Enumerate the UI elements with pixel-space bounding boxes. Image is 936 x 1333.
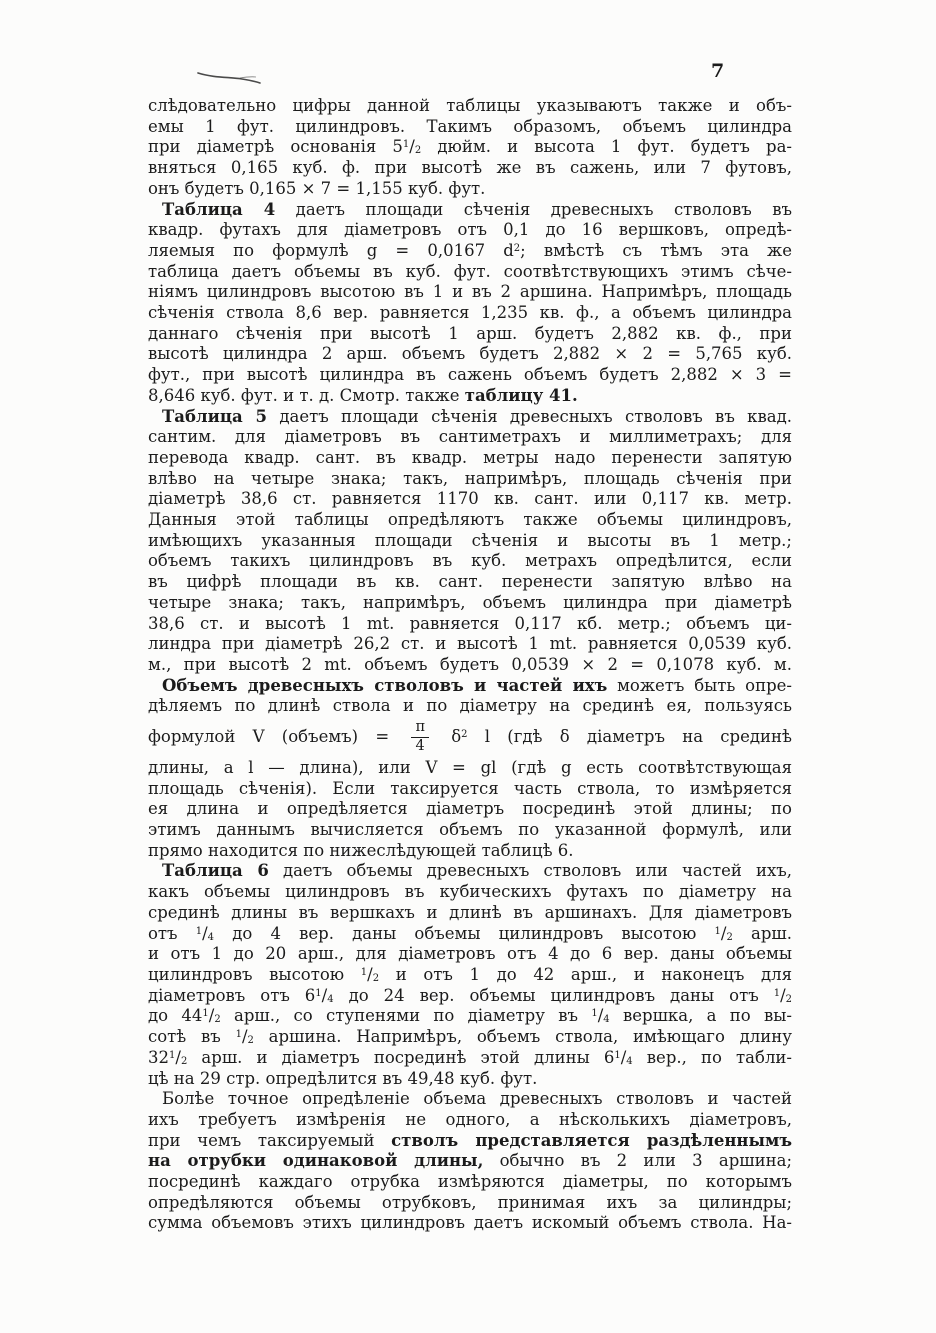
text-line: м., при высотѣ 2 mt. объемъ будетъ 0,0539 × 2 = 0,1078 куб. м. xyxy=(148,654,792,674)
text-line: посрединѣ каждаго отрубка измѣряются діаметры, по которымъ xyxy=(148,1172,792,1192)
text-line: сумма объемовъ этихъ цилиндровъ даетъ искомый объемъ ствола. На- xyxy=(148,1213,792,1233)
inline-fraction: $^1/_4$ xyxy=(591,1006,610,1026)
paragraph xyxy=(148,861,792,1089)
text-line: при діаметрѣ основанія $5^1/_2$ дюйм. и высота 1 фут. будетъ ра- xyxy=(148,137,792,157)
inline-fraction: $^1/_2$ xyxy=(714,923,733,943)
text-line: онъ будетъ 0,165 × 7 = 1,155 куб. фут. xyxy=(148,178,486,198)
inline-fraction: $^1/_2$ xyxy=(402,137,422,157)
text-line: цѣ на 29 стр. опредѣлится въ 49,48 куб. фут. xyxy=(148,1068,538,1088)
text-line: ніямъ цилиндровъ высотою въ 1 и въ 2 аршина. Напримѣръ, площадь xyxy=(148,282,792,302)
text-line: и отъ 1 до 20 арш., для діаметровъ отъ 4 до 6 вер. даны объемы xyxy=(148,944,792,964)
text-line: площадь сѣченія). Если таксируется часть ствола, то измѣряется xyxy=(148,778,792,798)
inline-fraction: $^1/_2$ xyxy=(360,965,380,984)
text-line: ихъ требуетъ измѣренія не одного, а нѣсколькихъ діаметровъ, xyxy=(148,1109,792,1129)
text-line: 38,6 ст. и высотѣ 1 mt. равняется 0,117 кб. метр.; объемъ ци- xyxy=(148,613,792,633)
text-line: отъ $^1/_4$ до 4 вер. даны объемы цилиндровъ высотою $^1/_2$ арш. xyxy=(148,923,792,943)
inline-fraction: $^1/_4$ xyxy=(195,923,215,943)
bold-text: Таблица 4 xyxy=(162,199,276,219)
text-block xyxy=(148,96,792,1234)
text-line: ляемыя по формулѣ g = 0,0167 $d^2$; вмѣстѣ съ тѣмъ эта же xyxy=(148,240,792,260)
text-line: влѣво на четыре знака; такъ, напримѣръ, площадь сѣченія при xyxy=(148,468,792,488)
text-line: таблица даетъ объемы въ куб. фут. соотвѣтствующихъ этимъ сѣче- xyxy=(148,261,792,281)
text-line: перевода квадр. сант. въ квадр. метры надо перенести запятую xyxy=(148,447,792,467)
text-line: діаметрѣ 38,6 ст. равняется 1170 кв. сант. или 0,117 кв. метр. xyxy=(148,489,792,509)
superscript: 2 xyxy=(513,242,521,254)
text-line: Данныя этой таблицы опредѣляютъ также объемы цилиндровъ, xyxy=(148,510,792,530)
text-line: ея длина и опредѣляется діаметръ посрединѣ этой длины; по xyxy=(148,799,792,819)
text-line: сѣченія ствола 8,6 вер. равняется 1,235 кв. ф., а объемъ цилиндра xyxy=(148,303,792,323)
text-line: въ цифрѣ площади въ кв. сант. перенести запятую влѣво на xyxy=(148,572,792,592)
text-line: какъ объемы цилиндровъ въ кубическихъ футахъ по діаметру на xyxy=(148,882,792,902)
inline-fraction: $^1/_2$ xyxy=(169,1047,188,1067)
text-line: квадр. футахъ для діаметровъ отъ 0,1 до 16 вершковъ, опредѣ- xyxy=(148,220,792,240)
text-line: сантим. для діаметровъ въ сантиметрахъ и миллиметрахъ; для xyxy=(148,427,792,447)
text-line: Болѣе точное опредѣленіе объема древесныхъ стволовъ и частей xyxy=(162,1089,792,1109)
paragraph xyxy=(148,1089,792,1234)
text-line: даннаго сѣченія при высотѣ 1 арш. будетъ 2,882 кв. ф., при xyxy=(148,323,792,343)
stacked-fraction: $\frac{\pi}{4}$ xyxy=(411,720,429,755)
paragraph xyxy=(148,96,792,200)
text-line: цилиндровъ высотою $^1/_2$ и отъ 1 до 42 арш., и наконецъ для xyxy=(148,965,792,984)
inline-fraction: $^1/_4$ xyxy=(614,1047,633,1067)
text-line: при чемъ таксируемый стволъ представляется раздѣленнымъ xyxy=(148,1130,793,1150)
text-line: дѣляемъ по длинѣ ствола и по діаметру на срединѣ ея, пользуясь xyxy=(148,696,792,716)
paragraph xyxy=(148,200,792,407)
text-line: четыре знака; такъ, напримѣръ, объемъ цилиндра при діаметрѣ xyxy=(148,592,792,612)
superscript: 2 xyxy=(461,729,468,741)
text-line: срединѣ длины въ вершкахъ и длинѣ въ аршинахъ. Для діаметровъ xyxy=(148,902,792,922)
bold-text: на отрубки одинаковой длины, xyxy=(148,1151,484,1171)
inline-fraction: $^1/_4$ xyxy=(315,985,334,1005)
text-line: имѣющихъ указанныя площади сѣченія и высоты въ 1 метр.; xyxy=(148,530,792,550)
text-line: до $44^1/_2$ арш., со ступенями по діаметру въ $^1/_4$ вершка, а по вы- xyxy=(148,1006,792,1026)
ink-stroke-icon xyxy=(196,66,266,88)
text-line: прямо находится по нижеслѣдующей таблицѣ 6. xyxy=(148,840,574,860)
inline-fraction: $^1/_2$ xyxy=(235,1027,254,1047)
text-line: фут., при высотѣ цилиндра въ сажень объемъ будетъ 2,882 × 3 = xyxy=(148,365,792,385)
text-line: линдра при діаметрѣ 26,2 ст. и высотѣ 1 mt. равняется 0,0539 куб. xyxy=(148,634,792,654)
text-line: Таблица 4 даетъ площади сѣченія древесныхъ стволовъ въ xyxy=(162,199,793,219)
bold-text: Объемъ древесныхъ стволовъ и частей ихъ xyxy=(162,675,608,695)
text-line: Таблица 6 даетъ объемы древесныхъ стволовъ или частей ихъ, xyxy=(162,861,793,881)
page-number: 7 xyxy=(711,60,726,82)
text-line: емы 1 фут. цилиндровъ. Такимъ образомъ, объемъ цилиндра xyxy=(148,116,792,136)
text-line: опредѣляются объемы отрубковъ, принимая ихъ за цилиндры; xyxy=(148,1192,792,1212)
text-line: $32^1/_2$ арш. и діаметръ посрединѣ этой длины $6^1/_4$ вер., по табли- xyxy=(148,1047,792,1067)
text-line: этимъ даннымъ вычисляется объемъ по указанной формулѣ, или xyxy=(148,820,792,840)
text-line: на отрубки одинаковой длины, обычно въ 2 или 3 аршина; xyxy=(148,1151,793,1171)
text-line: 8,646 куб. фут. и т. д. Смотр. также таблицу 41. xyxy=(148,385,578,405)
text-line: длины, а l — длина), или V = gl (гдѣ g есть соотвѣтствующая xyxy=(148,757,792,777)
text-line: высотѣ цилиндра 2 арш. объемъ будетъ 2,882 × 2 = 5,765 куб. xyxy=(148,344,792,364)
bold-text: Таблица 6 xyxy=(162,861,269,881)
text-line: діаметровъ отъ $6^1/_4$ до 24 вер. объемы цилиндровъ даны отъ $^1/_2$ xyxy=(148,985,792,1005)
paragraph xyxy=(148,676,792,862)
text-line: Объемъ древесныхъ стволовъ и частей ихъ можетъ быть опре- xyxy=(162,675,792,695)
bold-text: таблицу 41. xyxy=(464,385,578,405)
text-line: объемъ такихъ цилиндровъ въ куб. метрахъ опредѣлится, если xyxy=(148,551,792,571)
text-line: слѣдовательно цифры данной таблицы указываютъ также и объ- xyxy=(148,96,792,115)
paragraph xyxy=(148,407,792,676)
inline-fraction: $^1/_2$ xyxy=(773,985,792,1005)
formula-line: формулой V (объемъ) = $\frac{\pi}{4}$ $\delta^2$ l (гдѣ δ діаметръ на срединѣ xyxy=(148,719,792,755)
bold-text: стволъ представляется раздѣленнымъ xyxy=(391,1130,793,1150)
text-line: Таблица 5 даетъ площади сѣченія древесныхъ стволовъ въ квад. xyxy=(162,406,792,426)
text-line: вняться 0,165 куб. ф. при высотѣ же въ сажень, или 7 футовъ, xyxy=(148,158,792,178)
inline-fraction: $^1/_2$ xyxy=(202,1006,221,1026)
bold-text: Таблица 5 xyxy=(162,406,268,426)
text-line: сотѣ въ $^1/_2$ аршина. Напримѣръ, объемъ ствола, имѣющаго длину xyxy=(148,1027,792,1047)
